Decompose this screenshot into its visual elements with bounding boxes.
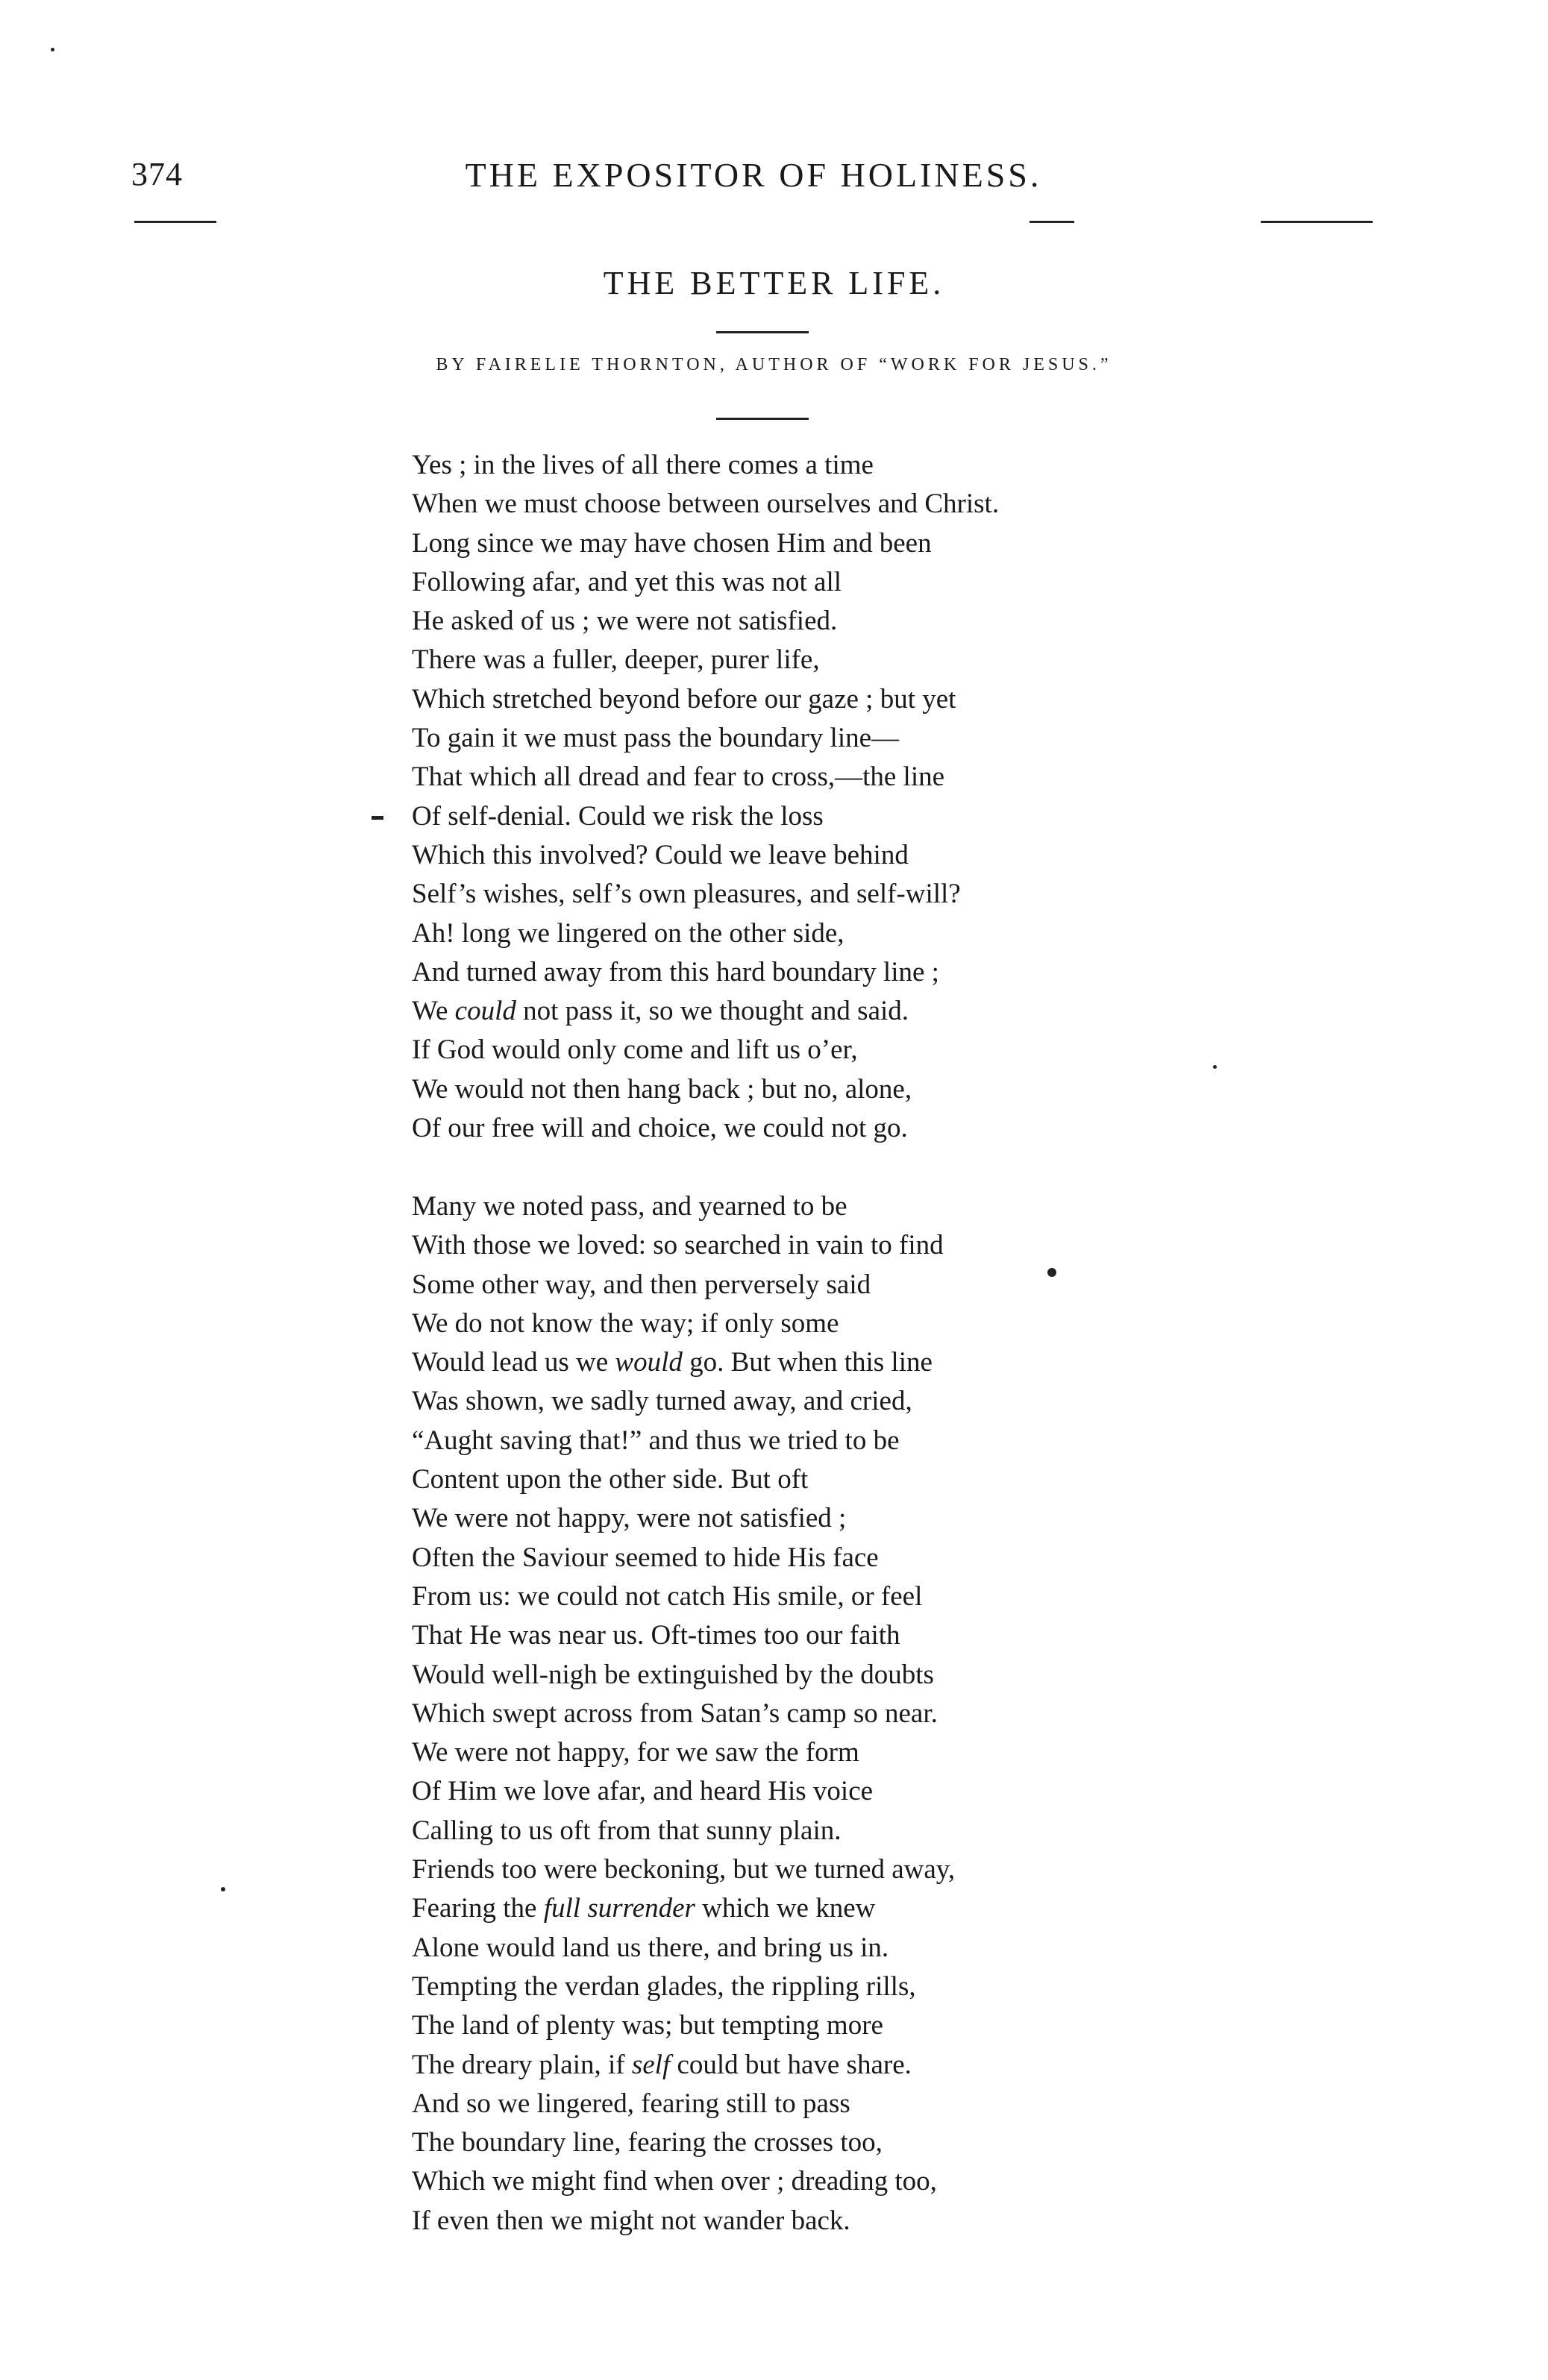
poem-line: When we must choose between ourselves and Christ. — [412, 489, 1000, 520]
header-rule — [134, 221, 216, 223]
title-rule — [716, 331, 809, 333]
poem-line: The land of plenty was; but tempting more — [412, 2010, 883, 2041]
poem-line: “Aught saving that!” and thus we tried to be — [412, 1425, 900, 1456]
poem-line: Would well-nigh be extinguished by the doubts — [412, 1659, 934, 1690]
poem-line — [412, 2046, 1307, 2085]
poem-line: Friends too were beckoning, but we turned away, — [412, 1854, 956, 1886]
poem-line: And so we lingered, fearing still to pass — [412, 2088, 850, 2119]
poem-line: Content upon the other side. But oft — [412, 1464, 809, 1495]
poem-line-italic: self — [631, 2049, 671, 2080]
poem-line-text: not pass it, so we thought and said. — [516, 996, 909, 1027]
poem-line: Which stretched beyond before our gaze ; but yet — [412, 683, 956, 715]
poem-stanza-2 — [412, 1187, 1307, 2241]
poem-line: Yes ; in the lives of all there comes a time — [412, 450, 874, 480]
poem-line: That which all dread and fear to cross,—the line — [412, 762, 945, 793]
poem-line: Many we noted pass, and yearned to be — [412, 1191, 847, 1222]
poem-line: Tempting the verdan glades, the rippling rills, — [412, 1971, 916, 2002]
poem-line-italic: full surrender — [543, 1893, 695, 1924]
poem-line: With those we loved: so searched in vain to find — [412, 1230, 944, 1261]
poem-line: Long since we may have chosen Him and been — [412, 527, 932, 559]
poem-line: We were not happy, were not satisfied ; — [412, 1503, 847, 1534]
poem-line: Following afar, and yet this was not all — [412, 566, 842, 597]
poem-line: Self’s wishes, self’s own pleasures, and self-will? — [412, 879, 961, 910]
ink-speck — [1047, 1268, 1056, 1277]
ink-speck — [1213, 1065, 1217, 1069]
poem-line: To gain it we must pass the boundary line— — [412, 723, 900, 754]
poem-line-text: could but have share. — [670, 2049, 912, 2080]
poem-line: Ah! long we lingered on the other side, — [412, 917, 844, 949]
poem-line: We do not know the way; if only some — [412, 1307, 839, 1339]
header-rule — [1030, 221, 1074, 223]
poem-line — [412, 1343, 1307, 1382]
ink-speck — [51, 48, 54, 51]
poem-line-text: Fearing the — [412, 1893, 544, 1924]
poem-line: Often the Saviour seemed to hide His face — [412, 1542, 879, 1573]
poem-line: And turned away from this hard boundary line ; — [412, 956, 939, 988]
poem-line-text: which we knew — [695, 1893, 876, 1924]
page-number: 374 — [131, 156, 183, 192]
poem-line: Calling to us oft from that sunny plain. — [412, 1815, 842, 1846]
poem-line: Of self-denial. Could we risk the loss — [412, 800, 824, 832]
poem-line: From us: we could not catch His smile, or feel — [412, 1580, 923, 1612]
poem-line: Which we might find when over ; dreading too, — [412, 2166, 937, 2197]
poem-line-italic: could — [454, 996, 516, 1027]
poem-line: Which swept across from Satan’s camp so near. — [412, 1698, 938, 1729]
byline: BY FAIRELIE THORNTON, AUTHOR OF “WORK FOR JESUS.” — [436, 355, 1112, 374]
poem-line: If God would only come and lift us o’er, — [412, 1034, 858, 1066]
poem-line: If even then we might not wander back. — [412, 2205, 850, 2236]
poem-line: We were not happy, for we saw the form — [412, 1737, 859, 1768]
poem-line: The boundary line, fearing the crosses too, — [412, 2127, 883, 2158]
poem-stanza-1 — [412, 446, 1307, 1148]
poem-line: Alone would land us there, and bring us in. — [412, 1932, 889, 1963]
poem-line: Which this involved? Could we leave behind — [412, 839, 909, 870]
poem-line: Some other way, and then perversely said — [412, 1269, 871, 1300]
poem-line: There was a fuller, deeper, purer life, — [412, 644, 820, 676]
margin-dash-mark — [372, 816, 383, 820]
poem-line — [412, 1889, 1307, 1928]
header-rule — [1261, 221, 1373, 223]
poem-line: Of our free will and choice, we could not go. — [412, 1113, 908, 1144]
running-head: THE EXPOSITOR OF HOLINESS. — [465, 156, 1042, 194]
article-title: THE BETTER LIFE. — [603, 265, 945, 301]
poem-line-text: We — [412, 996, 455, 1027]
poem-line-text: go. But when this line — [682, 1347, 933, 1378]
poem-line-italic: would — [615, 1347, 683, 1378]
poem-line-text: Would lead us we — [412, 1347, 615, 1378]
poem-line: Was shown, we sadly turned away, and cried, — [412, 1386, 912, 1417]
byline-rule — [716, 418, 809, 420]
poem-line: That He was near us. Oft-times too our faith — [412, 1620, 900, 1651]
poem-line: Of Him we love afar, and heard His voice — [412, 1776, 874, 1807]
ink-speck — [221, 1887, 225, 1891]
poem-line-text: The dreary plain, if — [412, 2049, 632, 2080]
poem-line: We would not then hang back ; but no, alone, — [412, 1073, 912, 1105]
poem-line: He asked of us ; we were not satisfied. — [412, 606, 838, 637]
poem-line — [412, 992, 1307, 1031]
